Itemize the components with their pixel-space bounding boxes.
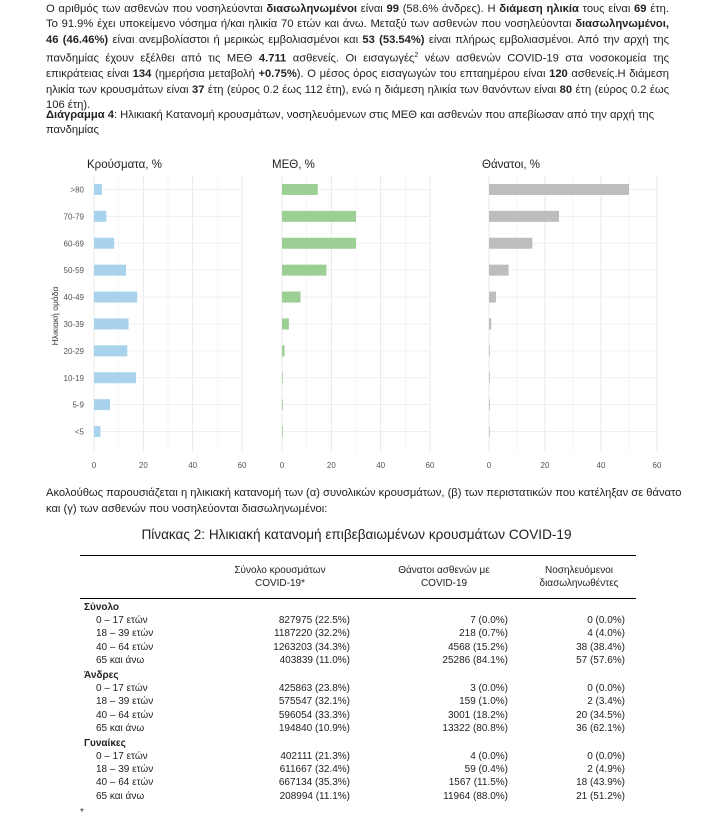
bar bbox=[489, 345, 490, 356]
table-title: Πίνακας 2: Ηλικιακή κατανομή επιβεβαιωμένων κρουσμάτων COVID-19 bbox=[141, 527, 572, 542]
cases-cell: 425863 (23.8%) bbox=[278, 683, 350, 695]
table-row bbox=[80, 614, 636, 627]
table-row bbox=[80, 682, 636, 695]
paragraph-1: Ο αριθμός των ασθενών που νοσηλεύονται διασωληνωμένοι είναι 99 (58.6% άνδρες). Η διάμεση ηλικία τους είναι 69 έτη. Το 91.9% έχει υποκείμενο νόσημα ή/και ηλικία 70 ετών και άνω. Μεταξύ των ασθενών που νοσηλεύονται διασωληνωμένοι, 46 (46.46%) είναι ανεμβολίαστοι ή μερικώς εμβολιασμένοι και 53 (53.54%) είναι πλήρως εμβολιασμένοι. Από την αρχή της πανδημίας έχουν εξέλθει από τις ΜΕΘ 4.711 ασθενείς. Οι εισαγωγές$^2$ νέων ασθενών COVID-19 στα νοσοκομεία της επικράτειας είναι 134 (ημερήσια μεταβολή +0.75%). Ο μέσος όρος εισαγωγών του επταημέρου είναι 120 ασθενείς.Η διάμεση ηλικία των κρουσμάτων είναι 37 έτη (εύρος 0.2 έως 112 έτη), ενώ η διάμεση ηλικία των θανόντων είναι 80 έτη (εύρος 0.2 έως 106 έτη). bbox=[46, 3, 670, 112]
bar bbox=[489, 211, 559, 222]
bar bbox=[282, 211, 356, 222]
bar bbox=[94, 318, 129, 329]
table-header bbox=[80, 556, 636, 599]
deaths-cell: 13322 (80.8%) bbox=[442, 722, 508, 734]
x-tick-label: 40 bbox=[376, 461, 386, 470]
icu-cell: 2 (3.4%) bbox=[587, 696, 625, 708]
icu-cell: 0 (0.0%) bbox=[587, 751, 625, 763]
y-category-label: 50-59 bbox=[63, 266, 84, 276]
icu-cell: 36 (62.1%) bbox=[576, 722, 625, 734]
row-label: 18 – 39 ετών bbox=[96, 628, 154, 640]
cases-cell: 402111 (21.3%) bbox=[280, 751, 350, 763]
bar bbox=[94, 426, 100, 437]
row-label: 0 – 17 ετών bbox=[96, 683, 148, 695]
row-label: 40 – 64 ετών bbox=[96, 709, 154, 721]
paragraph-2: Ακολούθως παρουσιάζεται η ηλικιακή κατανομή των (α) συνολικών κρουσμάτων, (β) των περιστατικών που κατέληξαν σε θάνατο και (γ) των ασθενών που νοσηλεύονται διασωληνωμένοι: bbox=[46, 487, 682, 515]
y-category-label: 70-79 bbox=[63, 212, 84, 222]
bar bbox=[94, 372, 136, 383]
deaths-cell: 59 (0.4%) bbox=[464, 764, 508, 776]
cases-cell: 575547 (32.1%) bbox=[278, 696, 350, 708]
bar bbox=[282, 292, 301, 303]
bar bbox=[489, 292, 496, 303]
figure-caption: Διάγραμμα 4: Ηλικιακή Κατανομή κρουσμάτων, νοσηλευόμενων στις ΜΕΘ και ασθενών που απεβίωσαν από την αρχή της πανδημίας bbox=[46, 109, 655, 137]
bar bbox=[282, 265, 326, 276]
bar bbox=[489, 318, 491, 329]
row-label: 65 και άνω bbox=[96, 722, 145, 734]
table-group-header bbox=[80, 737, 636, 750]
deaths-cell: 3 (0.0%) bbox=[470, 683, 508, 695]
table-body bbox=[80, 599, 636, 803]
bar bbox=[489, 426, 490, 437]
y-category-label: 10-19 bbox=[63, 373, 84, 383]
deaths-cell: 4 (0.0%) bbox=[470, 751, 508, 763]
bar bbox=[94, 345, 127, 356]
table-row bbox=[80, 627, 636, 640]
x-tick-label: 20 bbox=[540, 461, 550, 470]
icu-cell: 57 (57.6%) bbox=[576, 654, 625, 666]
bar bbox=[94, 238, 114, 249]
icu-cell: 2 (4.9%) bbox=[587, 764, 625, 776]
group-label: Άνδρες bbox=[84, 669, 119, 681]
bar bbox=[489, 399, 490, 410]
y-category-label: 5-9 bbox=[72, 400, 84, 410]
y-category-label: <5 bbox=[74, 427, 84, 437]
chart-panel-title: Θάνατοι, % bbox=[482, 159, 540, 171]
y-axis-title: Ηλικιακή ομάδα bbox=[50, 286, 60, 346]
deaths-cell: 25286 (84.1%) bbox=[442, 654, 508, 666]
cases-cell: 403839 (11.0%) bbox=[279, 654, 350, 666]
cases-cell: 611667 (32.4%) bbox=[279, 764, 350, 776]
y-category-label: >80 bbox=[70, 185, 84, 195]
icu-cell: 20 (34.5%) bbox=[576, 709, 625, 721]
icu-cell: 0 (0.0%) bbox=[587, 615, 625, 627]
row-label: 0 – 17 ετών bbox=[96, 751, 148, 763]
table-row bbox=[80, 763, 636, 776]
col-header-cases: Σύνολο κρουσμάτων COVID-19* bbox=[234, 565, 326, 589]
chart-panel-title: ΜΕΘ, % bbox=[272, 159, 315, 171]
table-row bbox=[80, 776, 636, 789]
bar bbox=[282, 238, 356, 249]
icu-cell: 21 (51.2%) bbox=[576, 790, 625, 802]
x-tick-label: 0 bbox=[486, 461, 492, 470]
group-label: Σύνολο bbox=[84, 602, 120, 613]
bar bbox=[282, 345, 284, 356]
table-row bbox=[80, 654, 636, 667]
bar bbox=[489, 238, 532, 249]
x-tick-label: 0 bbox=[91, 461, 97, 470]
deaths-cell: 159 (1.0%) bbox=[459, 696, 508, 708]
icu-cell: 4 (4.0%) bbox=[587, 628, 625, 640]
chart-panel-title: Κρούσματα, % bbox=[87, 159, 162, 171]
y-category-label: 40-49 bbox=[63, 293, 84, 303]
x-tick-label: 40 bbox=[188, 461, 198, 470]
table-row bbox=[80, 790, 636, 803]
x-tick-label: 20 bbox=[138, 461, 148, 470]
cases-cell: 1187220 (32.2%) bbox=[274, 628, 350, 640]
deaths-cell: 11964 (88.0%) bbox=[443, 790, 508, 802]
table-row bbox=[80, 750, 636, 763]
table-row bbox=[80, 722, 636, 735]
row-label: 40 – 64 ετών bbox=[96, 777, 154, 789]
bar bbox=[282, 399, 283, 410]
row-label: 18 – 39 ετών bbox=[96, 696, 154, 708]
row-label: 40 – 64 ετών bbox=[96, 641, 154, 653]
group-label: Γυναίκες bbox=[84, 737, 126, 749]
bar bbox=[282, 318, 289, 329]
y-category-label: 20-29 bbox=[63, 346, 84, 356]
deaths-cell: 3001 (18.2%) bbox=[447, 709, 508, 721]
table-row bbox=[80, 709, 636, 722]
age-table bbox=[80, 555, 636, 803]
row-label: 65 και άνω bbox=[96, 790, 145, 802]
table-group-header bbox=[80, 601, 636, 614]
bar bbox=[282, 184, 318, 195]
bar bbox=[94, 211, 106, 222]
footnote-fragment: * bbox=[80, 808, 84, 814]
y-category-label: 30-39 bbox=[63, 319, 84, 329]
bar bbox=[489, 184, 629, 195]
deaths-cell: 4568 (15.2%) bbox=[447, 641, 508, 653]
row-label: 0 – 17 ετών bbox=[96, 615, 148, 627]
cases-cell: 596054 (33.3%) bbox=[278, 709, 350, 721]
row-label: 18 – 39 ετών bbox=[96, 764, 154, 776]
cases-cell: 667134 (35.3%) bbox=[278, 777, 350, 789]
bar bbox=[282, 372, 283, 383]
bar bbox=[94, 399, 110, 410]
x-tick-label: 60 bbox=[237, 461, 247, 470]
x-tick-label: 0 bbox=[279, 461, 285, 470]
icu-cell: 0 (0.0%) bbox=[587, 683, 625, 695]
col-header-icu: Νοσηλευόμενοι διασωληνωθέντες bbox=[539, 565, 619, 589]
deaths-cell: 218 (0.7%) bbox=[459, 628, 508, 640]
cases-cell: 1263203 (34.3%) bbox=[273, 641, 350, 653]
table-group-header bbox=[80, 669, 636, 682]
table-row bbox=[80, 695, 636, 708]
bar bbox=[94, 292, 137, 303]
bar bbox=[489, 372, 490, 383]
x-tick-label: 60 bbox=[425, 461, 435, 470]
bar bbox=[282, 426, 283, 437]
bar bbox=[94, 265, 126, 276]
col-header-deaths: Θάνατοι ασθενών με COVID-19 bbox=[398, 565, 490, 589]
x-tick-label: 40 bbox=[596, 461, 606, 470]
age-distribution-chart bbox=[0, 150, 713, 480]
x-tick-label: 60 bbox=[652, 461, 662, 470]
bar bbox=[489, 265, 509, 276]
icu-cell: 38 (38.4%) bbox=[576, 641, 625, 653]
bar bbox=[94, 184, 102, 195]
icu-cell: 18 (43.9%) bbox=[576, 777, 625, 789]
cases-cell: 194840 (10.9%) bbox=[278, 722, 350, 734]
cases-cell: 827975 (22.5%) bbox=[278, 615, 350, 627]
deaths-cell: 1567 (11.5%) bbox=[448, 777, 508, 789]
y-category-label: 60-69 bbox=[63, 239, 84, 249]
table-row bbox=[80, 641, 636, 654]
deaths-cell: 7 (0.0%) bbox=[470, 615, 508, 627]
x-tick-label: 20 bbox=[326, 461, 336, 470]
cases-cell: 208994 (11.1%) bbox=[279, 790, 350, 802]
row-label: 65 και άνω bbox=[96, 654, 145, 666]
